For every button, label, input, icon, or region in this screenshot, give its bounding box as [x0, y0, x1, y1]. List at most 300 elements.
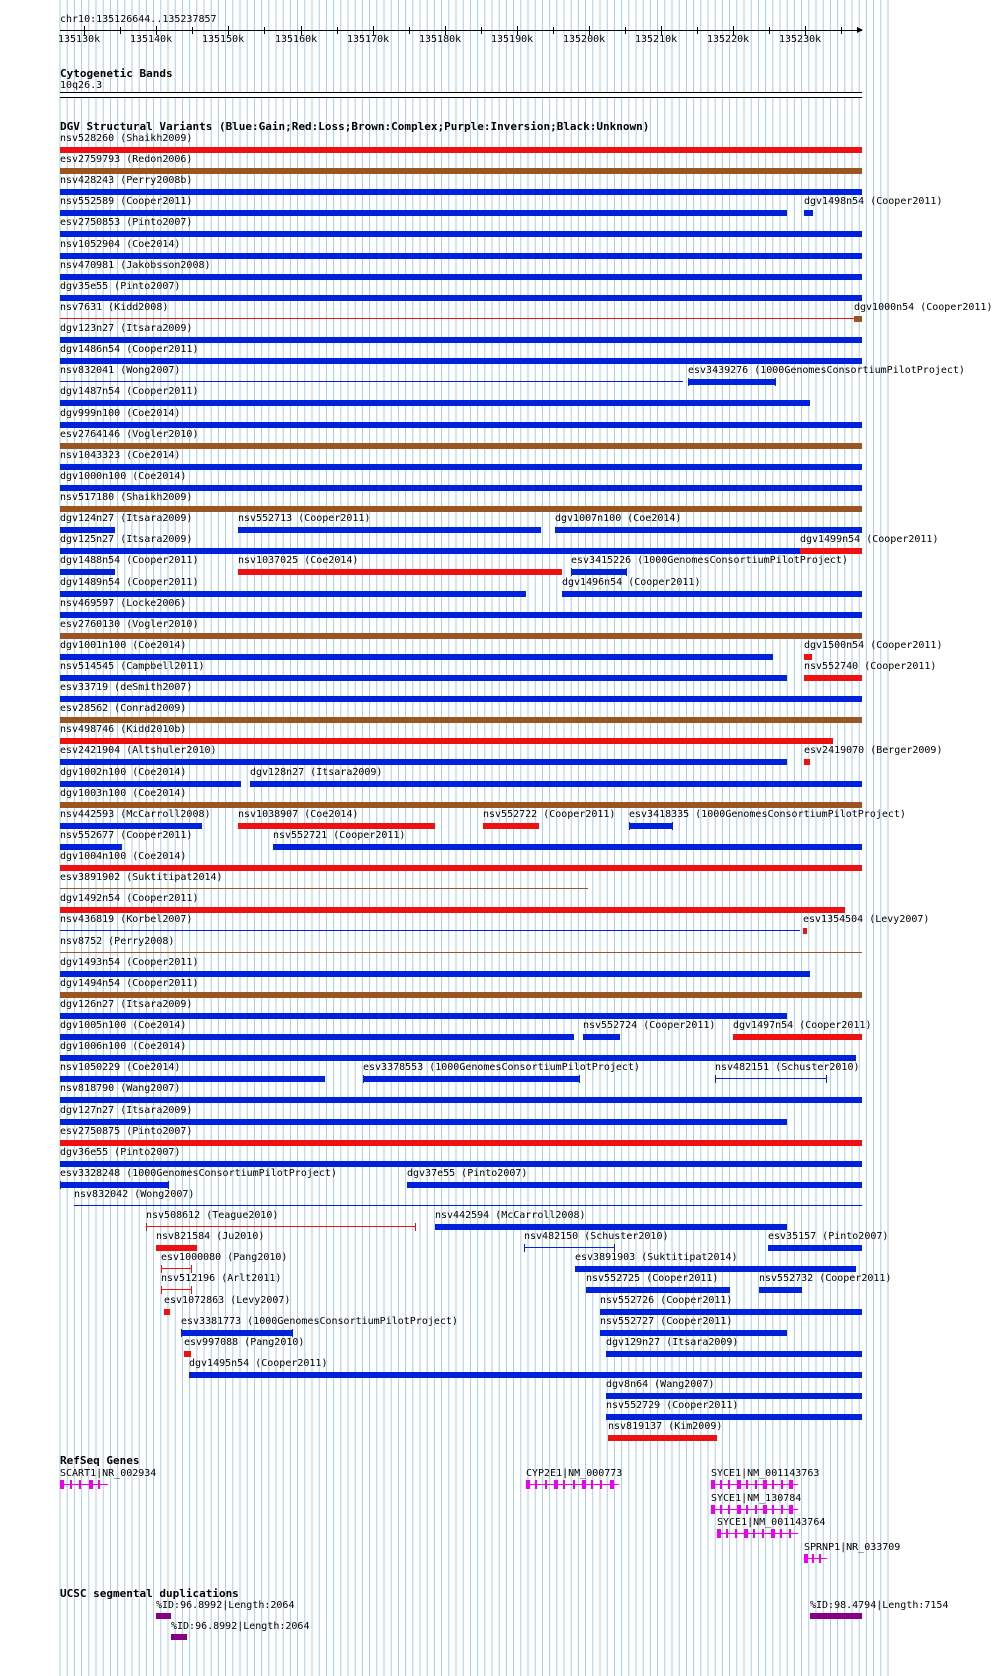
dgv-variant-label[interactable]: nsv1050229 (Coe2014) — [60, 1062, 181, 1074]
refseq-gene-exon — [610, 1480, 614, 1489]
ruler-tick-label: 135230k — [779, 34, 822, 45]
dgv-variant-bar[interactable] — [60, 844, 122, 850]
dgv-variant-label[interactable]: nsv514545 (Campbell2011) — [60, 661, 205, 672]
dgv-variant-label[interactable]: esv1000080 (Pang2010) — [161, 1252, 288, 1264]
dgv-variant-bar[interactable] — [600, 1309, 862, 1315]
dgv-variant-label[interactable]: nsv528260 (Shaikh2009) — [60, 133, 193, 144]
dgv-variant-end-cap — [614, 1244, 615, 1252]
dgv-variant-bar[interactable] — [60, 1055, 856, 1061]
dgv-variant-label[interactable]: nsv552722 (Cooper2011) — [483, 808, 616, 820]
segdup-label[interactable]: %ID:96.8992|Length:2064 — [171, 1621, 310, 1632]
dgv-variant-label[interactable]: dgv1494n54 (Cooper2011) — [60, 977, 199, 989]
dgv-variant-bar[interactable] — [608, 1435, 717, 1441]
dgv-variant-bar[interactable] — [60, 527, 115, 533]
dgv-variant-label[interactable]: dgv1005n100 (Coe2014) — [60, 1020, 187, 1032]
dgv-variant-bar[interactable] — [60, 1097, 862, 1103]
refseq-gene-exon — [804, 1554, 808, 1563]
dgv-variant-end-cap — [626, 568, 627, 576]
refseq-gene-exon — [789, 1505, 793, 1514]
dgv-variant-bar[interactable] — [164, 1309, 170, 1315]
refseq-gene-exon — [780, 1529, 782, 1538]
dgv-variant-end-cap — [571, 568, 572, 576]
dgv-variant-end-cap — [672, 822, 673, 830]
dgv-variant-label[interactable]: esv3381773 (1000GenomesConsortiumPilotProject) — [181, 1315, 458, 1327]
dgv-variant-bar[interactable] — [804, 210, 813, 216]
dgv-variant-bar[interactable] — [60, 1119, 787, 1125]
refseq-gene-label[interactable]: SPRNP1|NR_033709 — [804, 1541, 901, 1553]
dgv-variant-bar[interactable] — [184, 1351, 191, 1357]
dgv-variant-end-cap — [629, 822, 630, 830]
dgv-variant-end-cap — [191, 1286, 192, 1294]
dgv-variant-label[interactable]: dgv1003n100 (Coe2014) — [60, 787, 187, 799]
dgv-variant-label[interactable]: nsv819137 (Kim2009) — [608, 1421, 723, 1433]
dgv-variant-bar[interactable] — [586, 1287, 730, 1293]
refseq-gene-exon — [763, 1505, 767, 1514]
dgv-variant-label[interactable]: nsv832041 (Wong2007) — [60, 365, 181, 377]
dgv-variant-label[interactable]: dgv36e55 (Pinto2007) — [60, 1146, 181, 1158]
dgv-variant-bar[interactable] — [804, 654, 812, 660]
dgv-variant-bar[interactable] — [60, 381, 683, 382]
ruler-minor-tick — [841, 27, 842, 34]
dgv-variant-bar[interactable] — [800, 548, 862, 554]
dgv-variant-label[interactable]: nsv442593 (McCarroll2008) — [60, 808, 211, 820]
refseq-gene-exon — [819, 1554, 821, 1563]
dgv-variant-label[interactable]: esv1072863 (Levy2007) — [164, 1294, 291, 1306]
dgv-variant-label[interactable]: nsv428243 (Perry2008b) — [60, 175, 193, 187]
ruler-minor-tick — [337, 27, 338, 34]
dgv-variant-end-cap — [775, 378, 776, 386]
ruler-minor-tick — [192, 27, 193, 34]
dgv-variant-label[interactable]: esv2760130 (Vogler2010) — [60, 618, 199, 630]
dgv-variant-label[interactable]: dgv127n27 (Itsara2009) — [60, 1104, 193, 1116]
refseq-gene-exon — [79, 1480, 81, 1489]
dgv-variant-label[interactable]: dgv1493n54 (Cooper2011) — [60, 956, 199, 968]
dgv-variant-bar[interactable] — [60, 464, 862, 470]
dgv-variant-bar[interactable] — [60, 400, 810, 406]
dgv-variant-bar[interactable] — [733, 1034, 862, 1040]
dgv-variant-bar[interactable] — [60, 1013, 787, 1019]
cytoband-label: 10q26.3 — [60, 80, 103, 91]
dgv-variant-label[interactable]: dgv128n27 (Itsara2009) — [250, 766, 383, 778]
dgv-variant-label[interactable]: esv2421904 (Altshuler2010) — [60, 745, 217, 757]
dgv-variant-bar[interactable] — [60, 971, 810, 977]
refseq-gene-exon — [717, 1529, 721, 1538]
refseq-gene-exon — [781, 1480, 783, 1489]
refseq-gene-exon — [789, 1480, 793, 1489]
refseq-gene-exon — [737, 1505, 741, 1514]
cytoband-bar[interactable] — [60, 92, 862, 98]
dgv-variant-bar[interactable] — [60, 930, 800, 931]
ruler-tick-label: 135150k — [202, 34, 245, 45]
segdup-label[interactable]: %ID:98.4794|Length:7154 — [810, 1600, 949, 1611]
dgv-variant-label[interactable]: dgv124n27 (Itsara2009) — [60, 513, 193, 525]
refseq-gene-exon — [711, 1480, 715, 1489]
refseq-gene-exon — [98, 1480, 100, 1489]
dgv-variant-bar[interactable] — [238, 527, 541, 533]
dgv-variant-bar[interactable] — [524, 1247, 615, 1248]
dgv-variant-bar[interactable] — [571, 569, 627, 575]
dgv-variant-bar[interactable] — [688, 379, 776, 385]
ruler-tick-label: 135210k — [635, 34, 678, 45]
dgv-variant-label[interactable]: dgv1006n100 (Coe2014) — [60, 1041, 187, 1053]
refseq-gene-label[interactable]: SCART1|NR_002934 — [60, 1468, 157, 1479]
dgv-variant-label[interactable]: nsv552589 (Cooper2011) — [60, 196, 193, 208]
dgv-variant-bar[interactable] — [562, 591, 862, 597]
refseq-gene-exon — [573, 1480, 575, 1489]
dgv-variant-label[interactable]: dgv1489n54 (Cooper2011) — [60, 576, 199, 588]
refseq-gene-exon — [60, 1480, 64, 1489]
dgv-variant-label[interactable]: nsv552677 (Cooper2011) — [60, 829, 193, 841]
dgv-variant-label[interactable]: nsv470981 (Jakobsson2008) — [60, 259, 211, 271]
dgv-variant-bar[interactable] — [60, 591, 526, 597]
refseq-gene-exon — [582, 1480, 586, 1489]
dgv-variant-label[interactable]: esv997088 (Pang2010) — [184, 1336, 305, 1348]
dgv-variant-bar[interactable] — [407, 1182, 862, 1188]
dgv-variant-bar[interactable] — [60, 952, 862, 953]
dgv-variant-label[interactable]: esv2750875 (Pinto2007) — [60, 1125, 193, 1137]
dgv-variant-bar[interactable] — [60, 168, 862, 174]
dgv-variant-bar[interactable] — [60, 253, 862, 259]
dgv-variant-label[interactable]: esv2764146 (Vogler2010) — [60, 428, 199, 440]
refseq-gene-intron-line[interactable] — [717, 1533, 798, 1534]
refseq-gene-exon — [771, 1529, 775, 1538]
dgv-variant-label[interactable]: esv3418335 (1000GenomesConsortiumPilotProject) — [629, 808, 906, 820]
refseq-gene-exon — [772, 1480, 774, 1489]
dgv-variant-label[interactable]: dgv1492n54 (Cooper2011) — [60, 893, 199, 905]
dgv-variant-bar[interactable] — [804, 759, 810, 765]
dgv-variant-label[interactable]: esv1354504 (Levy2007) — [803, 914, 930, 926]
refseq-gene-label[interactable]: SYCE1|NM_130784 — [711, 1492, 802, 1504]
refseq-gene-exon — [746, 1505, 748, 1514]
dgv-variant-label[interactable]: esv2750853 (Pinto2007) — [60, 217, 193, 229]
dgv-variant-label[interactable]: esv3378553 (1000GenomesConsortiumPilotProject) — [363, 1062, 640, 1074]
refseq-gene-exon — [789, 1529, 791, 1538]
refseq-gene-exon — [726, 1529, 728, 1538]
dgv-variant-bar[interactable] — [606, 1414, 862, 1420]
dgv-variant-label[interactable]: dgv35e55 (Pinto2007) — [60, 280, 181, 292]
dgv-variant-label[interactable]: nsv552725 (Cooper2011) — [586, 1273, 719, 1285]
dgv-variant-bar[interactable] — [60, 337, 862, 343]
dgv-variant-label[interactable]: nsv818790 (Wang2007) — [60, 1083, 181, 1095]
dgv-variant-end-cap — [191, 1265, 192, 1273]
refseq-gene-exon — [781, 1505, 783, 1514]
dgv-variant-bar[interactable] — [238, 569, 562, 575]
dgv-variant-label[interactable]: esv33719 (deSmith2007) — [60, 682, 193, 694]
dgv-variant-label[interactable]: nsv552740 (Cooper2011) — [804, 661, 937, 672]
refseq-gene-exon — [753, 1529, 755, 1538]
dgv-variant-label[interactable]: dgv1002n100 (Coe2014) — [60, 766, 187, 778]
dgv-variant-label[interactable]: dgv1496n54 (Cooper2011) — [562, 576, 701, 588]
dgv-variant-bar[interactable] — [60, 1076, 325, 1082]
refseq-gene-exon — [762, 1529, 764, 1538]
dgv-variant-end-cap — [826, 1075, 827, 1083]
dgv-variant-label[interactable]: dgv125n27 (Itsara2009) — [60, 534, 193, 546]
ruler-tick-label: 135190k — [491, 34, 534, 45]
dgv-variant-label[interactable]: esv2419070 (Berger2009) — [804, 745, 943, 757]
dgv-variant-end-cap — [146, 1223, 147, 1231]
dgv-variant-bar[interactable] — [60, 318, 854, 319]
dgv-variant-bar[interactable] — [60, 189, 862, 195]
ruler-tick-label: 135170k — [347, 34, 390, 45]
refseq-gene-exon — [772, 1505, 774, 1514]
dgv-variant-bar[interactable] — [60, 781, 241, 787]
refseq-gene-exon — [591, 1480, 593, 1489]
dgv-variant-bar[interactable] — [60, 210, 787, 216]
dgv-variant-label[interactable]: dgv1497n54 (Cooper2011) — [733, 1020, 872, 1032]
refseq-gene-exon — [720, 1505, 722, 1514]
dgv-variant-label[interactable]: nsv498746 (Kidd2010b) — [60, 724, 187, 736]
dgv-variant-label[interactable]: esv3891902 (Suktitipat2014) — [60, 872, 223, 884]
refseq-gene-label[interactable]: CYP2E1|NM_000773 — [526, 1468, 623, 1479]
refseq-gene-exon — [70, 1480, 72, 1489]
dgv-variant-bar[interactable] — [273, 844, 862, 850]
refseq-gene-exon — [720, 1480, 722, 1489]
refseq-gene-exon — [535, 1480, 537, 1489]
dgv-variant-label[interactable]: dgv1487n54 (Cooper2011) — [60, 386, 199, 398]
dgv-variant-label[interactable]: esv3891903 (Suktitipat2014) — [575, 1252, 738, 1264]
dgv-variant-bar[interactable] — [250, 781, 862, 787]
dgv-variant-bar[interactable] — [60, 443, 862, 449]
dgv-variant-bar[interactable] — [60, 717, 862, 723]
dgv-variant-label[interactable]: nsv442594 (McCarroll2008) — [435, 1210, 586, 1222]
dgv-variant-label[interactable]: dgv37e55 (Pinto2007) — [407, 1167, 528, 1179]
cytoband-track-title: Cytogenetic Bands — [60, 67, 173, 80]
dgv-variant-end-cap — [715, 1075, 716, 1083]
dgv-variant-bar[interactable] — [60, 738, 833, 744]
dgv-variant-label[interactable]: nsv512196 (Arlt2011) — [161, 1273, 282, 1285]
refseq-gene-exon — [737, 1480, 741, 1489]
ruler-minor-tick — [625, 27, 626, 34]
dgv-variant-bar[interactable] — [60, 506, 862, 512]
dgv-variant-label[interactable]: dgv1498n54 (Cooper2011) — [804, 196, 943, 208]
dgv-variant-end-cap — [181, 1329, 182, 1337]
dgv-variant-label[interactable]: dgv8n64 (Wang2007) — [606, 1379, 715, 1391]
dgv-variant-label[interactable]: nsv1043323 (Coe2014) — [60, 449, 181, 461]
dgv-variant-bar[interactable] — [60, 992, 862, 998]
dgv-variant-bar[interactable] — [583, 1034, 620, 1040]
dgv-variant-bar[interactable] — [60, 1182, 169, 1188]
dgv-variant-label[interactable]: nsv1038907 (Coe2014) — [238, 808, 359, 820]
dgv-variant-label[interactable]: dgv1000n100 (Coe2014) — [60, 470, 187, 482]
dgv-variant-label[interactable]: nsv517180 (Shaikh2009) — [60, 492, 193, 504]
dgv-variant-bar[interactable] — [146, 1226, 416, 1227]
dgv-variant-end-cap — [688, 378, 689, 386]
dgv-variant-bar[interactable] — [60, 1140, 862, 1146]
refseq-track-title: RefSeq Genes — [60, 1454, 140, 1467]
dgv-variant-label[interactable]: nsv8752 (Perry2008) — [60, 935, 175, 947]
dgv-variant-bar[interactable] — [60, 865, 862, 871]
dgv-variant-bar[interactable] — [60, 569, 115, 575]
dgv-variant-bar[interactable] — [74, 1205, 862, 1206]
dgv-variant-label[interactable]: dgv999n100 (Coe2014) — [60, 407, 181, 419]
refseq-gene-exon — [89, 1480, 93, 1489]
refseq-gene-exon — [563, 1480, 565, 1489]
refseq-gene-exon — [755, 1480, 757, 1489]
dgv-variant-label[interactable]: nsv552721 (Cooper2011) — [273, 829, 406, 841]
dgv-variant-label[interactable]: esv28562 (Conrad2009) — [60, 703, 187, 715]
refseq-gene-exon — [526, 1480, 530, 1489]
dgv-variant-bar[interactable] — [60, 295, 862, 301]
ruler-minor-tick — [120, 27, 121, 34]
dgv-variant-label[interactable]: dgv129n27 (Itsara2009) — [606, 1336, 739, 1348]
dgv-variant-bar[interactable] — [60, 485, 862, 491]
dgv-variant-bar[interactable] — [715, 1078, 827, 1079]
dgv-variant-end-cap — [524, 1244, 525, 1252]
dgv-variant-label[interactable]: nsv469597 (Locke2006) — [60, 597, 187, 609]
dgv-variant-label[interactable]: dgv1001n100 (Coe2014) — [60, 639, 187, 651]
dgv-variant-bar[interactable] — [60, 802, 862, 808]
dgv-variant-label[interactable]: dgv1495n54 (Cooper2011) — [189, 1357, 328, 1369]
refseq-gene-exon — [746, 1480, 748, 1489]
dgv-variant-label[interactable]: dgv1499n54 (Cooper2011) — [800, 534, 939, 546]
refseq-gene-exon — [728, 1480, 730, 1489]
dgv-variant-label[interactable]: nsv1052904 (Coe2014) — [60, 238, 181, 250]
dgv-variant-label[interactable]: esv35157 (Pinto2007) — [768, 1231, 889, 1243]
dgv-variant-bar[interactable] — [555, 527, 862, 533]
dgv-variant-bar[interactable] — [60, 888, 588, 889]
dgv-variant-bar[interactable] — [60, 654, 773, 660]
dgv-variant-bar[interactable] — [60, 358, 862, 364]
dgv-variant-end-cap — [168, 1181, 169, 1189]
ruler-arrow-icon — [857, 27, 863, 33]
segdup-bar[interactable] — [171, 1634, 187, 1640]
ruler-tick-label: 135140k — [130, 34, 173, 45]
ruler-axis-line — [60, 30, 862, 31]
dgv-variant-end-cap — [363, 1075, 364, 1083]
dgv-variant-bar[interactable] — [60, 274, 862, 280]
dgv-variant-bar[interactable] — [60, 147, 862, 153]
refseq-gene-exon — [755, 1505, 757, 1514]
refseq-gene-exon — [812, 1554, 814, 1563]
dgv-variant-bar[interactable] — [60, 1034, 574, 1040]
refseq-gene-exon — [763, 1480, 767, 1489]
ruler-minor-tick — [409, 27, 410, 34]
dgv-variant-label[interactable]: dgv1488n54 (Cooper2011) — [60, 555, 199, 567]
dgv-variant-bar[interactable] — [435, 1224, 787, 1230]
dgv-variant-label[interactable]: nsv7631 (Kidd2008) — [60, 301, 169, 313]
dgv-variant-bar[interactable] — [759, 1287, 802, 1293]
dgv-variant-bar[interactable] — [60, 675, 787, 681]
dgv-variant-bar[interactable] — [363, 1076, 580, 1082]
dgv-variant-label[interactable]: nsv821584 (Ju2010) — [156, 1231, 265, 1243]
position-ruler[interactable] — [0, 0, 890, 50]
dgv-variant-bar[interactable] — [60, 907, 845, 913]
ruler-minor-tick — [769, 27, 770, 34]
dgv-variant-label[interactable]: nsv482151 (Schuster2010) — [715, 1062, 860, 1074]
refseq-gene-exon — [728, 1505, 730, 1514]
dgv-variant-bar[interactable] — [238, 823, 435, 829]
dgv-variant-label[interactable]: nsv552713 (Cooper2011) — [238, 513, 371, 525]
dgv-variant-bar[interactable] — [60, 1161, 862, 1167]
dgv-variant-end-cap — [415, 1223, 416, 1231]
dgv-variant-label[interactable]: nsv552726 (Cooper2011) — [600, 1294, 733, 1306]
dgv-variant-label[interactable]: esv3328248 (1000GenomesConsortiumPilotProject) — [60, 1167, 337, 1179]
dgv-variant-end-cap — [161, 1265, 162, 1273]
dgv-variant-bar[interactable] — [161, 1268, 192, 1269]
dgv-variant-label[interactable]: nsv1037025 (Coe2014) — [238, 555, 359, 567]
dgv-variant-bar[interactable] — [768, 1245, 862, 1251]
segdup-label[interactable]: %ID:96.8992|Length:2064 — [156, 1600, 295, 1611]
dgv-variant-label[interactable]: nsv508612 (Teague2010) — [146, 1210, 279, 1222]
dgv-variant-bar[interactable] — [629, 823, 673, 829]
dgv-variant-bar[interactable] — [161, 1289, 192, 1290]
dgv-variant-label[interactable]: dgv123n27 (Itsara2009) — [60, 323, 193, 335]
dgv-variant-label[interactable]: nsv552727 (Cooper2011) — [600, 1315, 733, 1327]
dgv-variant-label[interactable]: dgv1500n54 (Cooper2011) — [804, 639, 943, 651]
dgv-variant-label[interactable]: esv2759793 (Redon2006) — [60, 154, 193, 166]
refseq-gene-exon — [744, 1529, 748, 1538]
dgv-variant-bar[interactable] — [483, 823, 539, 829]
dgv-variant-bar[interactable] — [60, 696, 862, 702]
dgv-variant-end-cap — [292, 1329, 293, 1337]
ruler-tick-label: 135220k — [707, 34, 750, 45]
ruler-minor-tick — [481, 27, 482, 34]
dgv-variant-bar[interactable] — [854, 316, 862, 322]
segdup-track-title: UCSC segmental duplications — [60, 1587, 239, 1600]
dgv-variant-label[interactable]: esv3415226 (1000GenomesConsortiumPilotProject) — [571, 555, 848, 567]
dgv-variant-bar[interactable] — [156, 1245, 197, 1251]
dgv-variant-label[interactable]: dgv126n27 (Itsara2009) — [60, 998, 193, 1010]
dgv-variant-bar[interactable] — [606, 1351, 862, 1357]
refseq-gene-exon — [545, 1480, 547, 1489]
dgv-variant-label[interactable]: nsv832042 (Wong2007) — [74, 1189, 195, 1200]
refseq-gene-intron-line[interactable] — [60, 1484, 108, 1485]
dgv-variant-bar[interactable] — [575, 1266, 856, 1272]
refseq-gene-exon — [735, 1529, 737, 1538]
dgv-variant-bar[interactable] — [60, 422, 862, 428]
dgv-variant-label[interactable]: nsv436819 (Korbel2007) — [60, 914, 193, 926]
refseq-gene-label[interactable]: SYCE1|NM_001143763 — [711, 1468, 820, 1479]
dgv-variant-bar[interactable] — [60, 231, 862, 237]
ruler-tick-label: 135180k — [419, 34, 462, 45]
dgv-variant-bar[interactable] — [803, 928, 807, 934]
ruler-minor-tick — [697, 27, 698, 34]
dgv-variant-label[interactable]: dgv1000n54 (Cooper2011) — [854, 301, 992, 313]
refseq-gene-label[interactable]: SYCE1|NM_001143764 — [717, 1517, 826, 1528]
dgv-variant-label[interactable]: dgv1486n54 (Cooper2011) — [60, 344, 199, 356]
dgv-variant-end-cap — [579, 1075, 580, 1083]
dgv-variant-label[interactable]: nsv552729 (Cooper2011) — [606, 1400, 739, 1412]
dgv-variant-label[interactable]: nsv552724 (Cooper2011) — [583, 1020, 716, 1032]
segdup-bar[interactable] — [810, 1613, 862, 1619]
dgv-variant-label[interactable]: dgv1004n100 (Coe2014) — [60, 851, 187, 863]
ruler-tick-label: 135160k — [275, 34, 318, 45]
dgv-variant-bar[interactable] — [60, 633, 862, 639]
dgv-variant-end-cap — [161, 1286, 162, 1294]
ruler-minor-tick — [264, 27, 265, 34]
ruler-tick-label: 135130k — [58, 34, 101, 45]
refseq-gene-exon — [600, 1480, 602, 1489]
dgv-variant-bar[interactable] — [60, 548, 800, 554]
dgv-variant-bar[interactable] — [600, 1330, 787, 1336]
dgv-variant-bar[interactable] — [606, 1393, 862, 1399]
refseq-gene-exon — [554, 1480, 558, 1489]
dgv-variant-bar[interactable] — [60, 759, 787, 765]
dgv-variant-label[interactable]: nsv552732 (Cooper2011) — [759, 1273, 892, 1285]
ruler-minor-tick — [553, 27, 554, 34]
dgv-variant-bar[interactable] — [804, 675, 862, 681]
dgv-variant-label[interactable]: esv3439276 (1000GenomesConsortiumPilotProject) — [688, 365, 965, 377]
dgv-variant-bar[interactable] — [189, 1372, 862, 1378]
dgv-variant-bar[interactable] — [181, 1330, 293, 1336]
dgv-variant-bar[interactable] — [60, 823, 202, 829]
segdup-bar[interactable] — [156, 1613, 171, 1619]
dgv-variant-label[interactable]: nsv482150 (Schuster2010) — [524, 1231, 669, 1243]
refseq-gene-exon — [711, 1505, 715, 1514]
ruler-tick-label: 135200k — [563, 34, 606, 45]
dgv-variant-bar[interactable] — [60, 612, 862, 618]
dgv-variant-label[interactable]: dgv1007n100 (Coe2014) — [555, 513, 682, 525]
